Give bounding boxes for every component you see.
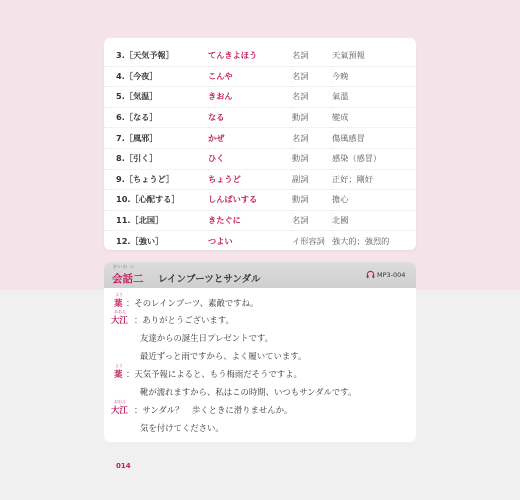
vocab-part-of-speech: 副詞	[292, 169, 332, 190]
vocab-term: 4.［今夜］	[104, 66, 208, 87]
speaker-furigana: よう	[115, 363, 123, 368]
vocab-row	[104, 231, 416, 251]
vocab-meaning: 擔心	[332, 190, 416, 211]
dialogue-line: 気を付けてください。	[140, 423, 224, 433]
vocab-term: 7.［風邪］	[104, 128, 208, 149]
vocab-meaning: 北國	[332, 210, 416, 231]
dialogue-label: 会話二	[112, 273, 144, 285]
dialogue-line: ：そのレインブーツ、素敵ですね。	[126, 298, 259, 308]
vocab-meaning: 天氣預報	[332, 46, 416, 66]
vocabulary-card	[104, 38, 416, 250]
vocab-kana: なる	[208, 107, 292, 128]
speaker-name: 葉	[114, 369, 123, 379]
vocab-meaning: 變成	[332, 107, 416, 128]
vocab-kana: かぜ	[208, 128, 292, 149]
vocab-row	[104, 128, 416, 149]
vocab-meaning: 感染（感冒）	[332, 148, 416, 169]
vocab-term: 9.［ちょうど］	[104, 169, 208, 190]
vocab-term: 6.［なる］	[104, 107, 208, 128]
vocab-part-of-speech: 動詞	[292, 190, 332, 211]
vocab-row	[104, 169, 416, 190]
dialogue-line: 最近ずっと雨ですから、よく履いています。	[140, 351, 307, 361]
dialogue-header	[104, 262, 416, 288]
page-number: 014	[116, 462, 131, 470]
dialogue-card	[104, 262, 416, 442]
vocab-kana: こんや	[208, 66, 292, 87]
vocab-meaning: 今晚	[332, 66, 416, 87]
vocab-meaning: 正好；剛好	[332, 169, 416, 190]
vocab-row	[104, 87, 416, 108]
vocab-row	[104, 66, 416, 87]
vocab-kana: ひく	[208, 148, 292, 169]
vocab-kana: しんぱいする	[208, 190, 292, 211]
vocab-part-of-speech: 名詞	[292, 66, 332, 87]
vocab-kana: ちょうど	[208, 169, 292, 190]
vocab-part-of-speech: 名詞	[292, 128, 332, 149]
vocab-row	[104, 190, 416, 211]
dialogue-title: レインブーツとサンダル	[158, 274, 261, 285]
speaker-name: 大江	[111, 315, 128, 325]
vocab-part-of-speech: 動詞	[292, 148, 332, 169]
vocab-part-of-speech: 名詞	[292, 46, 332, 66]
audio-track-badge[interactable]	[366, 270, 405, 279]
vocab-part-of-speech: 動詞	[292, 107, 332, 128]
speaker-furigana: よう	[115, 292, 123, 297]
vocab-term: 5.［気温］	[104, 87, 208, 108]
dialogue-line: 靴が濡れますから、私はこの時期、いつもサンダルです。	[140, 387, 357, 397]
speaker-name: 葉	[114, 298, 123, 308]
vocab-part-of-speech: 名詞	[292, 87, 332, 108]
vocab-meaning: 傷風感冒	[332, 128, 416, 149]
vocab-row	[104, 210, 416, 231]
dialogue-line: ：天気予報によると、もう梅雨だそうですよ。	[126, 369, 302, 379]
speaker-furigana: おおえ	[114, 309, 126, 314]
vocab-term: 3.［天気予報］	[104, 46, 208, 66]
speaker-furigana: おおえ	[114, 399, 126, 404]
dialogue-label-furigana: かいわ に	[113, 265, 135, 270]
audio-track-label: MP3-004	[377, 270, 406, 279]
vocab-kana: きおん	[208, 87, 292, 108]
vocab-term: 11.［北国］	[104, 210, 208, 231]
vocab-row	[104, 46, 416, 66]
vocab-kana: きたぐに	[208, 210, 292, 231]
speaker-name: 大江	[111, 405, 128, 415]
vocab-row	[104, 148, 416, 169]
vocab-kana: てんきよほう	[208, 46, 292, 66]
dialogue-line: ：サンダル？ 歩くときに滑りませんか。	[134, 405, 293, 415]
headphones-icon	[366, 270, 375, 279]
vocab-term: 8.［引く］	[104, 148, 208, 169]
vocab-meaning: 氣溫	[332, 87, 416, 108]
vocab-meaning: 強大的；強烈的	[332, 235, 390, 246]
dialogue-line: 友達からの誕生日プレゼントです。	[140, 333, 273, 343]
vocab-term: 12.［強い］	[116, 235, 164, 246]
dialogue-line: ：ありがとうございます。	[134, 315, 234, 325]
vocab-term: 10.［心配する］	[104, 190, 208, 211]
vocab-kana: つよい	[208, 235, 233, 246]
vocab-row	[104, 107, 416, 128]
vocab-part-of-speech: イ形容詞	[292, 235, 325, 246]
vocab-part-of-speech: 名詞	[292, 210, 332, 231]
vocabulary-table	[104, 46, 416, 251]
